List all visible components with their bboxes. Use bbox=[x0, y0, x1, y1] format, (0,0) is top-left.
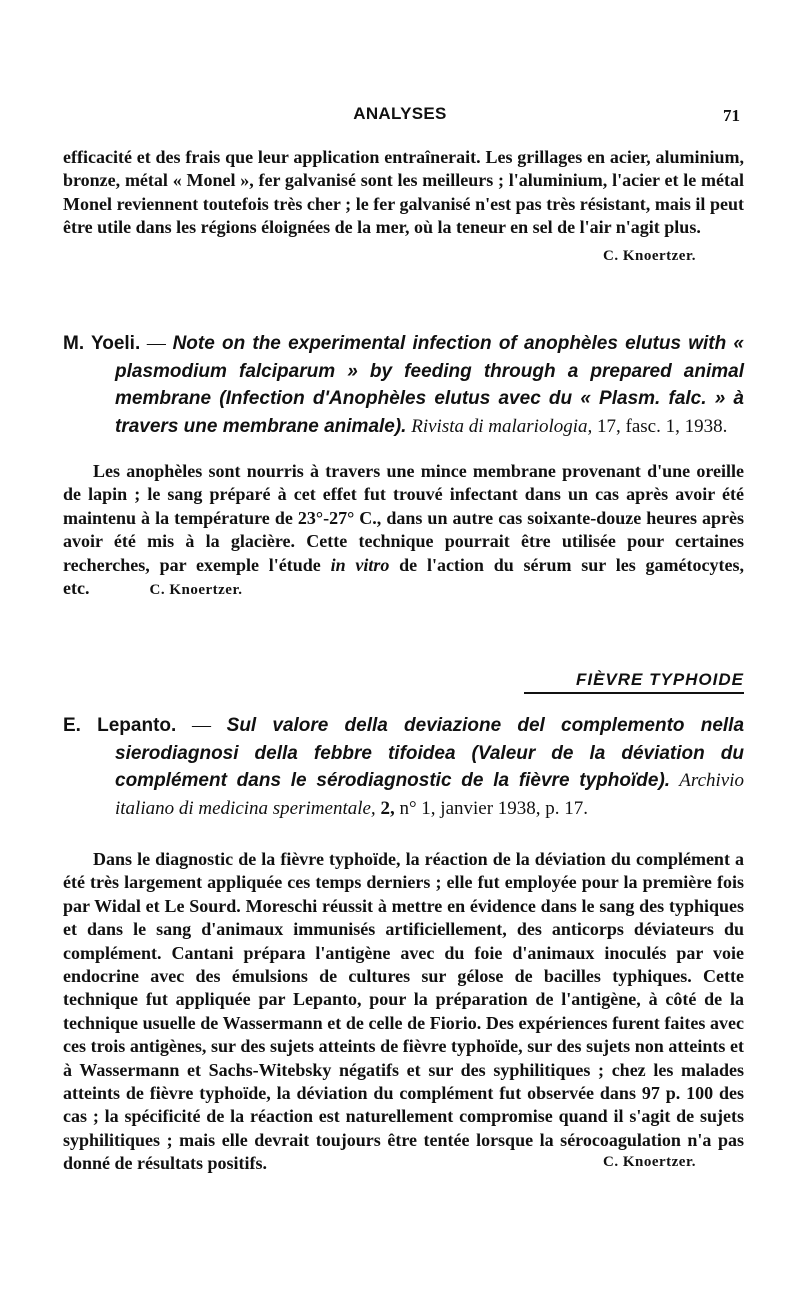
review-3 bbox=[63, 712, 745, 1174]
review-3-journal: Archivio italiano di medicina sperimentale, bbox=[115, 770, 745, 819]
review-2-body-text: Les anophèles sont nourris à travers une mince membrane provenant d'une oreille de lapin ; le sang préparé à cet effet fut trouvé infectant dans un cas après avoir été maintenu à la température de 23°-27° C., dans un autre cas soixante-douze heures après avoir été mis à la glacière. Cette technique pourrait être utilisée pour certaines recherches, par exemple l'étude bbox=[63, 461, 744, 575]
review-3-dash: — bbox=[176, 715, 227, 736]
review-2-dash: — bbox=[140, 333, 173, 354]
review-1-signature: C. Knoertzer. bbox=[603, 247, 696, 264]
section-heading: FIÈVRE TYPHOIDE bbox=[524, 670, 744, 694]
review-3-volume-number: 2, bbox=[375, 797, 395, 819]
review-2-citation bbox=[63, 330, 744, 440]
review-2-volume: 17, fasc. 1, 1938. bbox=[592, 415, 728, 437]
review-2-journal: Rivista di malariologia, bbox=[411, 415, 593, 437]
page-number: 71 bbox=[723, 106, 740, 125]
review-3-title: Sul valore della deviazione del complemento nella sierodiagnosi della febbre tifoidea (Valeur de la déviation du complément dans le sérodiagnostic de la fièvre typhoïde). bbox=[115, 715, 745, 791]
review-3-citation bbox=[63, 712, 744, 822]
page-header bbox=[0, 100, 800, 130]
review-2 bbox=[63, 330, 744, 602]
review-3-author: E. Lepanto. bbox=[63, 715, 177, 736]
review-2-signature: C. Knoertzer. bbox=[149, 582, 243, 599]
running-head: ANALYSES bbox=[353, 104, 447, 123]
review-2-body bbox=[63, 460, 744, 602]
review-2-body-end: de l'action du sérum sur les gamétocytes, etc. bbox=[63, 554, 744, 599]
review-3-signature: C. Knoertzer. bbox=[603, 1153, 696, 1170]
review-1-body: efficacité et des frais que leur application entraînerait. Les grillages en acier, aluminium, bronze, métal « Monel », fer galvanisé sont les meilleurs ; l'aluminium, l'acier et le métal Monel reviennent toutefois très cher ; le fer galvanisé n'est pas très résistant, mais il peut être utile dans les régions éloignées de la mer, où la teneur en sel de l'air n'agit plus. bbox=[63, 147, 744, 238]
review-1 bbox=[63, 146, 744, 265]
review-2-title: Note on the experimental infection of anophèles elutus with « plasmodium falciparum » by feeding through a prepared animal membrane (Infection d'Anophèles elutus avec du « Plasm. falc. » à travers une membrane animale). bbox=[115, 333, 744, 437]
review-3-body: Dans le diagnostic de la fièvre typhoïde, la réaction de la déviation du complément a été très largement appliquée ces temps derniers ; elle fut employée pour la première fois par Widal et Le Sourd. Moreschi réussit à mettre en évidence dans le sang des typhiques et dans le sang d'animaux immunisés artificiellement, des anticorps déviateurs du complément. Cantani prépara l'antigène avec du foie d'animaux inoculés par voie endocrine avec des émulsions de cultures sur gélose de bacilles typhiques. Cette technique fut appliquée par Lepanto, pour la préparation de l'antigène, à côté de la technique usuelle de Wassermann et de celle de Fiorio. Des expériences furent faites avec ces trois antigènes, sur des sujets atteints de fièvre typhoïde, sur des sujets non atteints et à Wassermann et Sachs-Witebsky négatifs et sur des syphilitiques ; chez les malades atteints de fièvre typhoïde, la déviation du complément fut observée dans 97 p. 100 des cas ; la spécificité de la réaction est naturellement compromise quand il s'agit de sujets syphilitiques ; mais elle devrait toujours être tentée lorsque la sérocoagulation n'a pas donné de résultats positifs. bbox=[63, 849, 744, 1174]
review-2-body-italic: in vitro bbox=[330, 554, 390, 575]
review-3-volume-rest: n° 1, janvier 1938, p. 17. bbox=[394, 797, 589, 819]
review-2-author: M. Yoeli. bbox=[63, 333, 141, 354]
